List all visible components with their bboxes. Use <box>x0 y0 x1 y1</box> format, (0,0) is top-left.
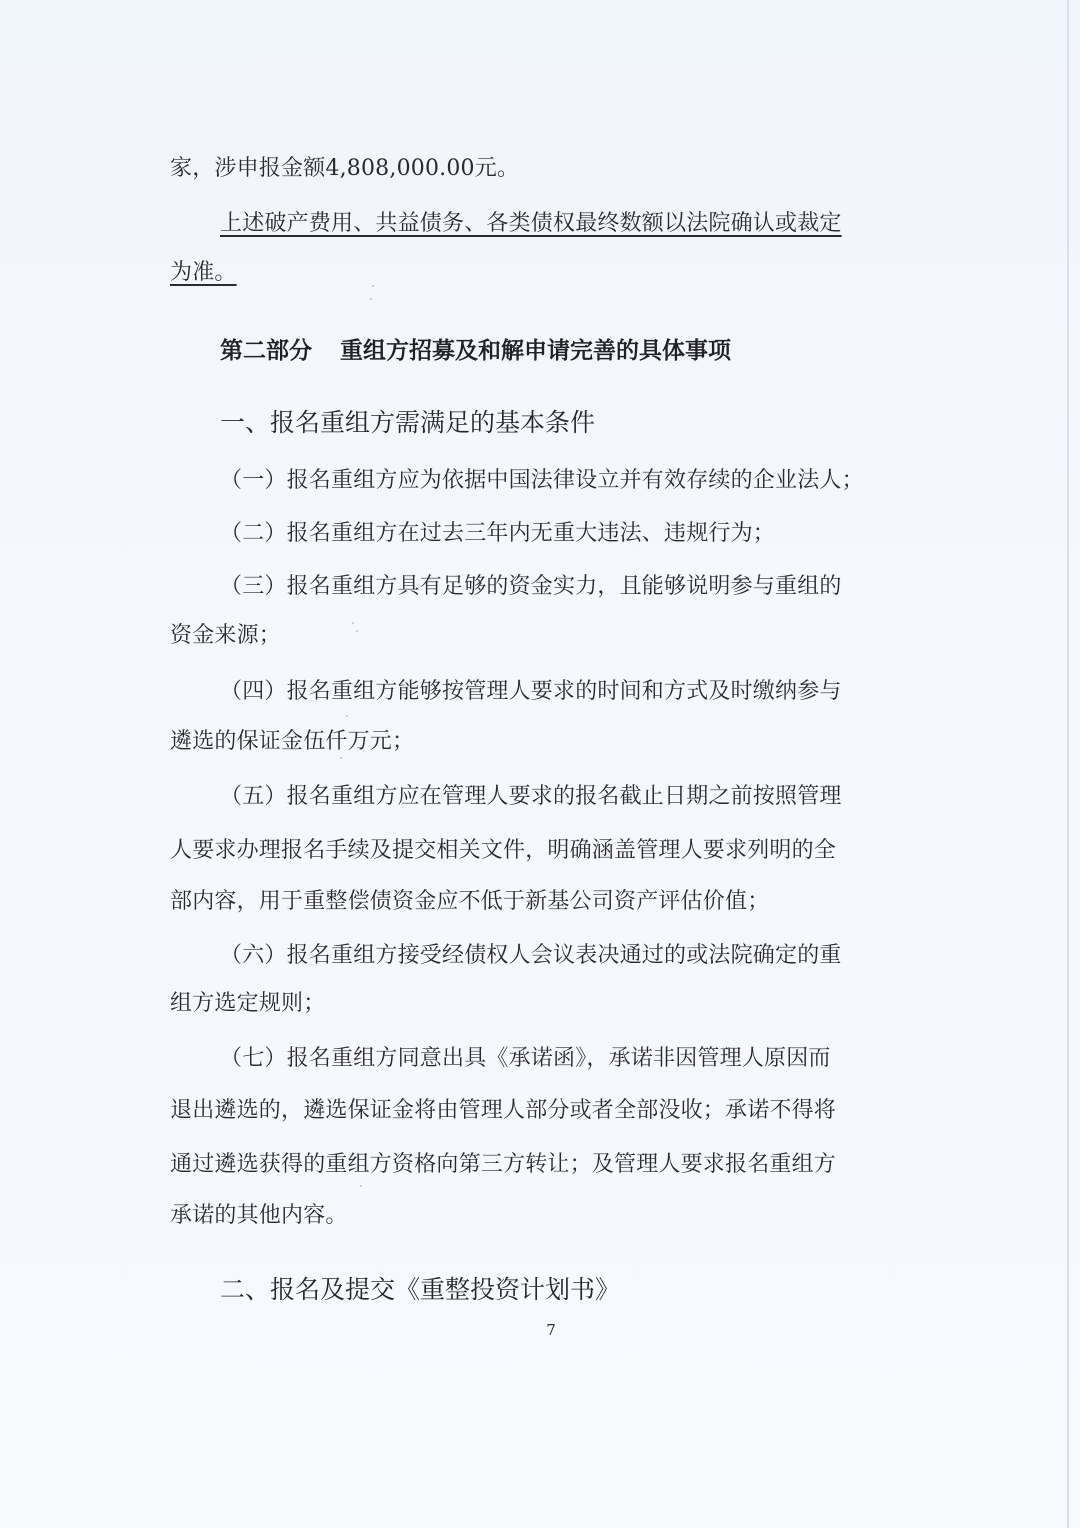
note-line-2: 为准。 <box>170 260 237 285</box>
scan-speck <box>370 298 372 300</box>
condition-item-1: （一）报名重组方应为依据中国法律设立并有效存续的企业法人； <box>220 468 864 493</box>
condition-item-4-line-2: 遴选的保证金伍仟万元； <box>170 729 415 754</box>
page-number: 7 <box>546 1321 556 1339</box>
note-line-1: 上述破产费用、共益债务、各类债权最终数额以法院确认或裁定 <box>220 211 842 236</box>
section-1-heading: 一、报名重组方需满足的基本条件 <box>220 408 596 437</box>
intro-continuation-line: 家，涉申报金额4,808,000.00元。 <box>170 156 520 181</box>
scan-speck <box>340 757 342 759</box>
condition-item-5-line-3: 部内容，用于重整偿债资金应不低于新基公司资产评估价值； <box>170 889 770 914</box>
scan-edge-line <box>1067 0 1069 1528</box>
condition-item-7-line-1: （七）报名重组方同意出具《承诺函》，承诺非因管理人原因而 <box>220 1046 831 1071</box>
part-heading-title: 重组方招募及和解申请完善的具体事项 <box>340 338 731 364</box>
condition-item-7-line-2: 退出遴选的，遴选保证金将由管理人部分或者全部没收；承诺不得将 <box>170 1098 837 1123</box>
condition-item-6-line-2: 组方选定规则； <box>170 991 326 1016</box>
condition-item-5-line-1: （五）报名重组方应在管理人要求的报名截止日期之前按照管理 <box>220 784 842 809</box>
condition-item-6-line-1: （六）报名重组方接受经债权人会议表决通过的或法院确定的重 <box>220 943 842 968</box>
condition-item-2: （二）报名重组方在过去三年内无重大违法、违规行为； <box>220 521 776 546</box>
scan-speck <box>352 622 354 624</box>
scan-speck <box>346 715 348 717</box>
scan-speck <box>356 630 358 632</box>
scan-speck <box>360 1185 362 1187</box>
condition-item-3-line-2: 资金来源； <box>170 623 282 648</box>
part-heading <box>220 335 731 367</box>
condition-item-7-line-3: 通过遴选获得的重组方资格向第三方转让；及管理人要求报名重组方 <box>170 1152 837 1177</box>
condition-item-3-line-1: （三）报名重组方具有足够的资金实力，且能够说明参与重组的 <box>220 574 842 599</box>
part-heading-label: 第二部分 <box>220 338 312 364</box>
condition-item-7-line-4: 承诺的其他内容。 <box>170 1203 348 1228</box>
condition-item-4-line-1: （四）报名重组方能够按管理人要求的时间和方式及时缴纳参与 <box>220 679 842 704</box>
condition-item-5-line-2: 人要求办理报名手续及提交相关文件，明确涵盖管理人要求列明的全 <box>170 838 837 863</box>
section-2-heading: 二、报名及提交《重整投资计划书》 <box>220 1275 621 1304</box>
scan-speck <box>372 285 374 287</box>
